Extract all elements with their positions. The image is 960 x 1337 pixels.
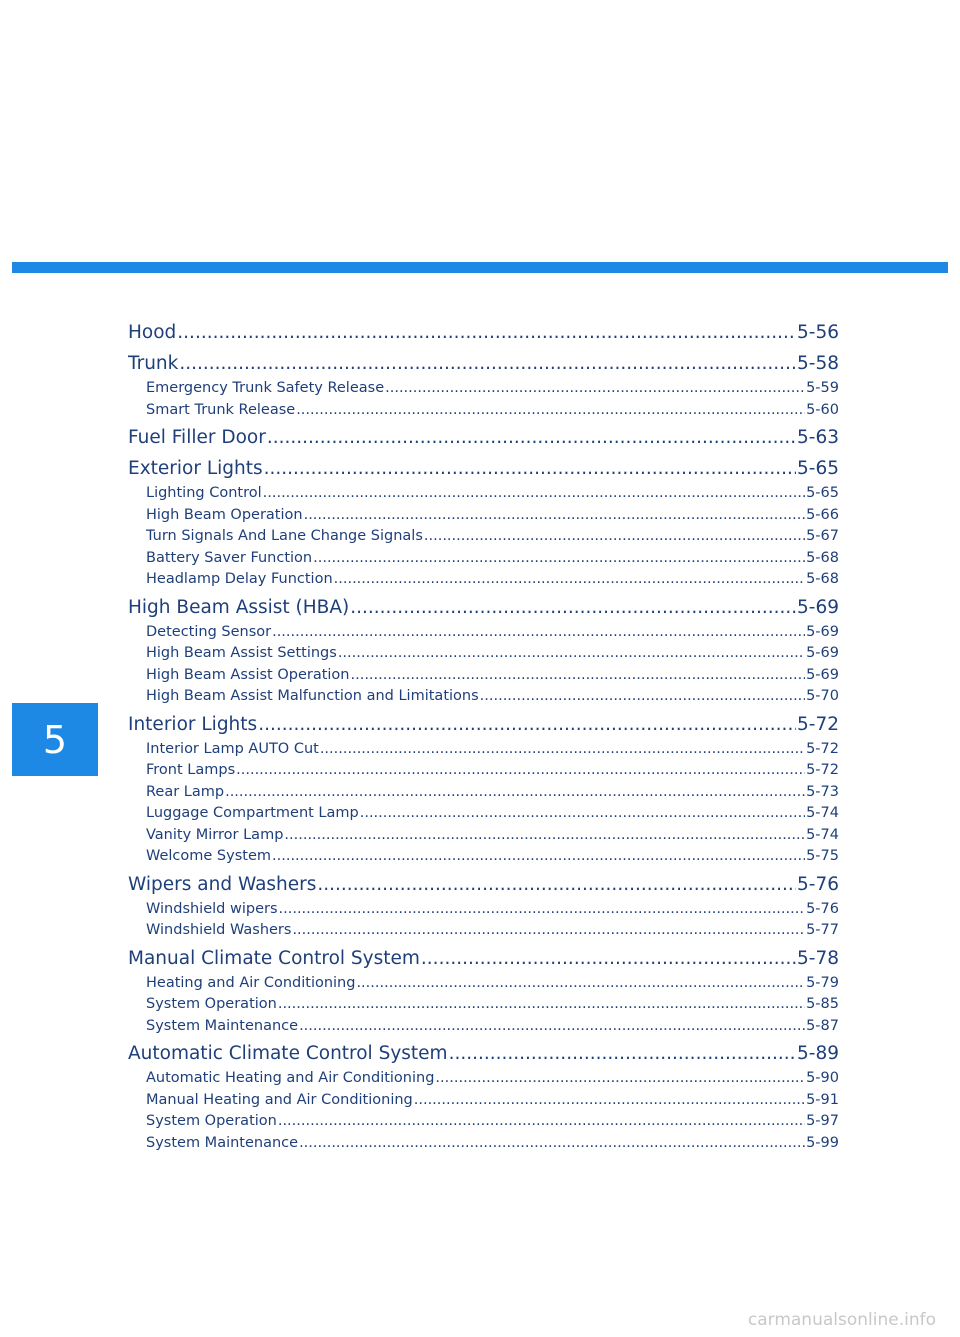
toc-entry-title: System Operation [146, 996, 277, 1012]
toc-entry-title: High Beam Assist Settings [146, 645, 337, 661]
toc-entry-page: 5-78 [797, 947, 839, 969]
toc-entry-title: High Beam Assist Malfunction and Limitations [146, 688, 479, 704]
dot-leader [263, 483, 805, 505]
toc-section [128, 423, 839, 452]
dot-leader [356, 973, 805, 995]
toc-entry-title: Turn Signals And Lane Change Signals [146, 528, 423, 544]
toc-entry-page: 5-68 [806, 571, 839, 587]
toc-main-entry[interactable] [128, 1039, 839, 1068]
toc-main-entry[interactable] [128, 944, 839, 973]
toc-main-entry[interactable] [128, 349, 839, 378]
toc-sub-entry[interactable] [128, 899, 839, 921]
toc-sub-entry[interactable] [128, 665, 839, 687]
toc-entry-title: Exterior Lights [128, 458, 263, 479]
dot-leader [313, 548, 805, 570]
dot-leader [421, 944, 796, 973]
dot-leader [320, 739, 805, 761]
toc-sub-entry[interactable] [128, 1016, 839, 1038]
toc-section [128, 710, 839, 868]
toc-entry-page: 5-69 [806, 645, 839, 661]
toc-sub-entry[interactable] [128, 1133, 839, 1155]
toc-sub-entry[interactable] [128, 739, 839, 761]
toc-entry-page: 5-85 [806, 996, 839, 1012]
toc-entry-title: Manual Climate Control System [128, 947, 420, 969]
toc-entry-title: Smart Trunk Release [146, 401, 296, 418]
dot-leader [449, 1039, 796, 1068]
dot-leader [278, 1111, 805, 1133]
dot-leader [292, 920, 805, 942]
toc-entry-page: 5-99 [806, 1134, 839, 1151]
dot-leader [279, 899, 806, 921]
toc-entry-title: Automatic Heating and Air Conditioning [146, 1070, 435, 1086]
toc-sub-entry[interactable] [128, 400, 839, 422]
toc-entry-page: 5-60 [806, 401, 839, 418]
dot-leader [258, 710, 796, 739]
toc-entry-page: 5-89 [797, 1043, 839, 1064]
toc-entry-page: 5-74 [806, 805, 839, 821]
toc-section [128, 454, 839, 591]
toc-entry-page: 5-69 [806, 666, 839, 683]
toc-sub-entry[interactable] [128, 760, 839, 782]
dot-leader [334, 569, 805, 591]
dot-leader [338, 643, 805, 665]
toc-sub-entry[interactable] [128, 994, 839, 1016]
toc-sub-entry[interactable] [128, 686, 839, 708]
toc-sub-entry[interactable] [128, 803, 839, 825]
dot-leader [414, 1090, 805, 1112]
toc-entry-page: 5-72 [806, 762, 839, 778]
toc-sub-entry[interactable] [128, 526, 839, 548]
toc-entry-title: Welcome System [146, 848, 272, 864]
watermark: carmanualsonline.info [747, 1310, 936, 1330]
toc-sub-entry[interactable] [128, 505, 839, 527]
dot-leader [351, 665, 806, 687]
toc-entry-title: System Maintenance [146, 1017, 299, 1034]
toc-sub-entry[interactable] [128, 1090, 839, 1112]
toc-entry-page: 5-77 [806, 922, 839, 938]
toc-entry-title: Manual Heating and Air Conditioning [146, 1091, 413, 1108]
dot-leader [480, 686, 805, 708]
toc-entry-page: 5-69 [797, 596, 839, 618]
dot-leader [304, 505, 805, 527]
toc-entry-title: Windshield wipers [146, 900, 278, 917]
toc-entry-page: 5-70 [806, 688, 839, 704]
table-of-contents [128, 318, 839, 1156]
dot-leader [179, 349, 796, 378]
dot-leader [177, 318, 796, 347]
toc-entry-page: 5-59 [806, 380, 839, 396]
dot-leader [360, 803, 805, 825]
toc-entry-page: 5-56 [797, 322, 839, 343]
toc-section [128, 1039, 839, 1154]
toc-sub-entry[interactable] [128, 483, 839, 505]
toc-sub-entry[interactable] [128, 1068, 839, 1090]
dot-leader [278, 994, 805, 1016]
toc-entry-title: High Beam Operation [146, 506, 303, 523]
toc-entry-page: 5-74 [806, 826, 839, 843]
toc-main-entry[interactable] [128, 454, 839, 483]
top-accent-bar [12, 262, 948, 273]
toc-entry-title: Interior Lights [128, 713, 258, 735]
dot-leader [272, 622, 805, 644]
toc-section [128, 870, 839, 942]
toc-entry-title: Trunk [128, 353, 179, 374]
toc-sub-entry[interactable] [128, 1111, 839, 1133]
dot-leader [296, 400, 805, 422]
toc-entry-title: Headlamp Delay Function [146, 571, 333, 587]
toc-entry-title: High Beam Assist (HBA) [128, 596, 350, 618]
toc-main-entry[interactable] [128, 710, 839, 739]
toc-entry-page: 5-91 [806, 1091, 839, 1108]
toc-entry-title: Heating and Air Conditioning [146, 974, 356, 991]
toc-section [128, 593, 839, 708]
toc-entry-page: 5-97 [806, 1113, 839, 1129]
toc-section [128, 318, 839, 347]
toc-entry-page: 5-65 [806, 485, 839, 501]
toc-entry-page: 5-76 [806, 900, 839, 917]
toc-sub-entry[interactable] [128, 569, 839, 591]
dot-leader [424, 526, 805, 548]
toc-entry-title: Vanity Mirror Lamp [146, 826, 284, 843]
toc-entry-title: Front Lamps [146, 762, 236, 778]
toc-entry-title: Automatic Climate Control System [128, 1043, 448, 1064]
dot-leader [317, 870, 796, 899]
toc-entry-title: Fuel Filler Door [128, 427, 266, 448]
toc-entry-title: System Operation [146, 1113, 277, 1129]
toc-sub-entry[interactable] [128, 378, 839, 400]
toc-entry-page: 5-76 [797, 873, 839, 895]
toc-entry-page: 5-90 [806, 1070, 839, 1086]
toc-sub-entry[interactable] [128, 548, 839, 570]
toc-entry-page: 5-75 [806, 848, 839, 864]
toc-sub-entry[interactable] [128, 782, 839, 804]
toc-entry-title: Hood [128, 322, 177, 343]
toc-entry-page: 5-68 [806, 549, 839, 566]
toc-entry-title: Rear Lamp [146, 783, 225, 800]
dot-leader [299, 1133, 805, 1155]
toc-sub-entry[interactable] [128, 846, 839, 868]
dot-leader [225, 782, 805, 804]
toc-main-entry[interactable] [128, 318, 839, 347]
chapter-tab [12, 703, 98, 776]
toc-entry-title: Emergency Trunk Safety Release [146, 380, 385, 396]
toc-entry-title: Windshield Washers [146, 922, 292, 938]
toc-sub-entry[interactable] [128, 643, 839, 665]
toc-entry-title: Interior Lamp AUTO Cut [146, 740, 319, 757]
toc-entry-page: 5-72 [806, 740, 839, 757]
dot-leader [299, 1016, 805, 1038]
toc-main-entry[interactable] [128, 870, 839, 899]
toc-entry-title: System Maintenance [146, 1134, 299, 1151]
toc-entry-page: 5-66 [806, 506, 839, 523]
toc-entry-title: Battery Saver Function [146, 549, 313, 566]
toc-sub-entry[interactable] [128, 973, 839, 995]
toc-entry-page: 5-65 [797, 458, 839, 479]
toc-entry-page: 5-72 [797, 713, 839, 735]
toc-entry-page: 5-73 [806, 783, 839, 800]
dot-leader [236, 760, 805, 782]
toc-entry-page: 5-67 [806, 528, 839, 544]
toc-section [128, 349, 839, 421]
dot-leader [435, 1068, 805, 1090]
toc-sub-entry[interactable] [128, 622, 839, 644]
toc-section [128, 944, 839, 1038]
dot-leader [264, 454, 796, 483]
toc-main-entry[interactable] [128, 593, 839, 622]
toc-entry-page: 5-58 [797, 353, 839, 374]
toc-entry-title: Lighting Control [146, 485, 262, 501]
dot-leader [267, 423, 796, 452]
toc-entry-page: 5-63 [797, 427, 839, 448]
dot-leader [284, 825, 805, 847]
dot-leader [272, 846, 805, 868]
toc-entry-title: Luggage Compartment Lamp [146, 805, 359, 821]
toc-entry-title: Wipers and Washers [128, 873, 317, 895]
toc-entry-page: 5-79 [806, 974, 839, 991]
toc-sub-entry[interactable] [128, 920, 839, 942]
toc-main-entry[interactable] [128, 423, 839, 452]
toc-sub-entry[interactable] [128, 825, 839, 847]
toc-entry-page: 5-69 [806, 623, 839, 640]
chapter-number: 5 [42, 717, 68, 762]
toc-entry-title: Detecting Sensor [146, 623, 272, 640]
toc-entry-page: 5-87 [806, 1017, 839, 1034]
dot-leader [350, 593, 796, 622]
toc-entry-title: High Beam Assist Operation [146, 666, 350, 683]
dot-leader [385, 378, 805, 400]
